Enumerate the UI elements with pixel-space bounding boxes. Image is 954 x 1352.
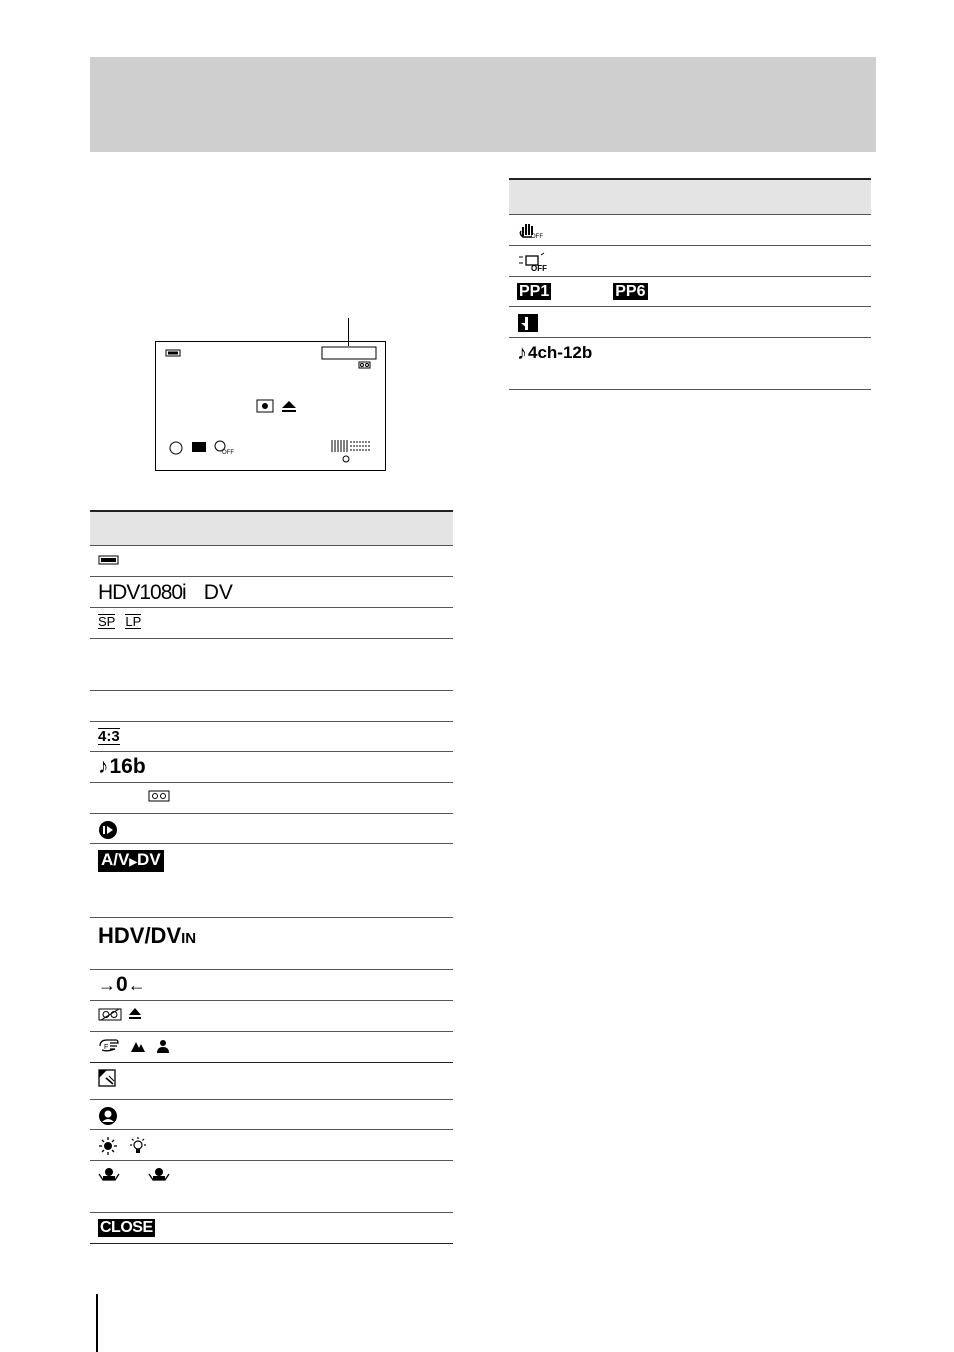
mountain-icon — [130, 1039, 146, 1058]
lcd-icons — [156, 342, 385, 470]
pp6-badge: PP6 — [615, 283, 646, 300]
person-icon — [156, 1039, 170, 1059]
svg-text:OFF: OFF — [222, 450, 234, 456]
page-banner — [90, 57, 876, 152]
music-note-icon: ♪ — [517, 342, 527, 364]
portrait-icon — [98, 1106, 118, 1131]
cassette-icon — [148, 789, 170, 807]
left-indicator-table — [90, 510, 453, 1244]
table-row — [90, 1213, 453, 1244]
hdv-dv-in-label: HDV/DVIN — [98, 923, 197, 948]
table-row — [90, 608, 453, 639]
arrow-right-icon: → — [98, 975, 116, 995]
table-row — [90, 1032, 453, 1063]
hdv1080i-label: HDV1080i — [98, 581, 186, 604]
arrow-left-icon: ← — [127, 975, 146, 995]
sp-label: SP — [98, 614, 116, 629]
table-row — [90, 577, 453, 608]
table-row — [90, 1063, 453, 1100]
table-row — [90, 752, 453, 783]
focus-hand-icon — [98, 1038, 120, 1059]
table-row — [509, 246, 871, 277]
sun-icon — [98, 1136, 118, 1161]
table-header — [509, 178, 871, 215]
table-row — [90, 1161, 453, 1213]
lp-label: LP — [125, 614, 142, 629]
svg-text:OFF: OFF — [531, 264, 547, 273]
dv-label: DV — [203, 581, 233, 604]
table-row — [90, 691, 453, 722]
table-row — [509, 307, 871, 338]
close-badge: CLOSE — [100, 1219, 153, 1236]
right-indicator-table — [509, 178, 871, 390]
bulb-icon — [128, 1136, 148, 1161]
zebra-icon-2 — [148, 1167, 170, 1186]
table-row — [90, 1100, 453, 1130]
table-header — [90, 510, 453, 546]
audio-16b-label: 16b — [109, 755, 146, 778]
index-mark-icon — [517, 313, 539, 338]
steadyshot-off-icon — [517, 221, 543, 244]
table-row — [90, 814, 453, 844]
spotlight-icon — [98, 1069, 116, 1092]
table-row — [90, 639, 453, 691]
table-row — [509, 277, 871, 307]
eject-icon — [128, 1007, 142, 1026]
table-row — [90, 844, 453, 918]
music-note-icon: ♪ — [98, 755, 109, 778]
svg-text:OFF: OFF — [531, 234, 543, 240]
table-row — [90, 1001, 453, 1032]
battery-icon — [98, 552, 120, 570]
frame-off-icon — [517, 252, 553, 277]
table-row — [90, 970, 453, 1001]
table-row — [90, 918, 453, 970]
audio-4ch-label: 4ch-12b — [528, 343, 593, 362]
table-row — [90, 1130, 453, 1161]
table-row — [90, 783, 453, 814]
zero-label: 0 — [116, 973, 128, 996]
table-row — [90, 722, 453, 752]
av-to-dv-badge: A/V▶DV — [98, 850, 164, 872]
table-row — [509, 215, 871, 246]
aspect-ratio-label: 4:3 — [98, 728, 120, 745]
cassette-warning-icon — [98, 1008, 122, 1026]
play-circle-icon — [98, 820, 118, 845]
svg-text:F: F — [104, 1044, 109, 1051]
table-row — [90, 546, 453, 577]
table-row — [509, 338, 871, 390]
lcd-screen-illustration — [155, 341, 386, 471]
zebra-icon-1 — [98, 1167, 120, 1186]
pp1-badge: PP1 — [519, 283, 550, 300]
page-margin-line — [96, 1294, 98, 1352]
